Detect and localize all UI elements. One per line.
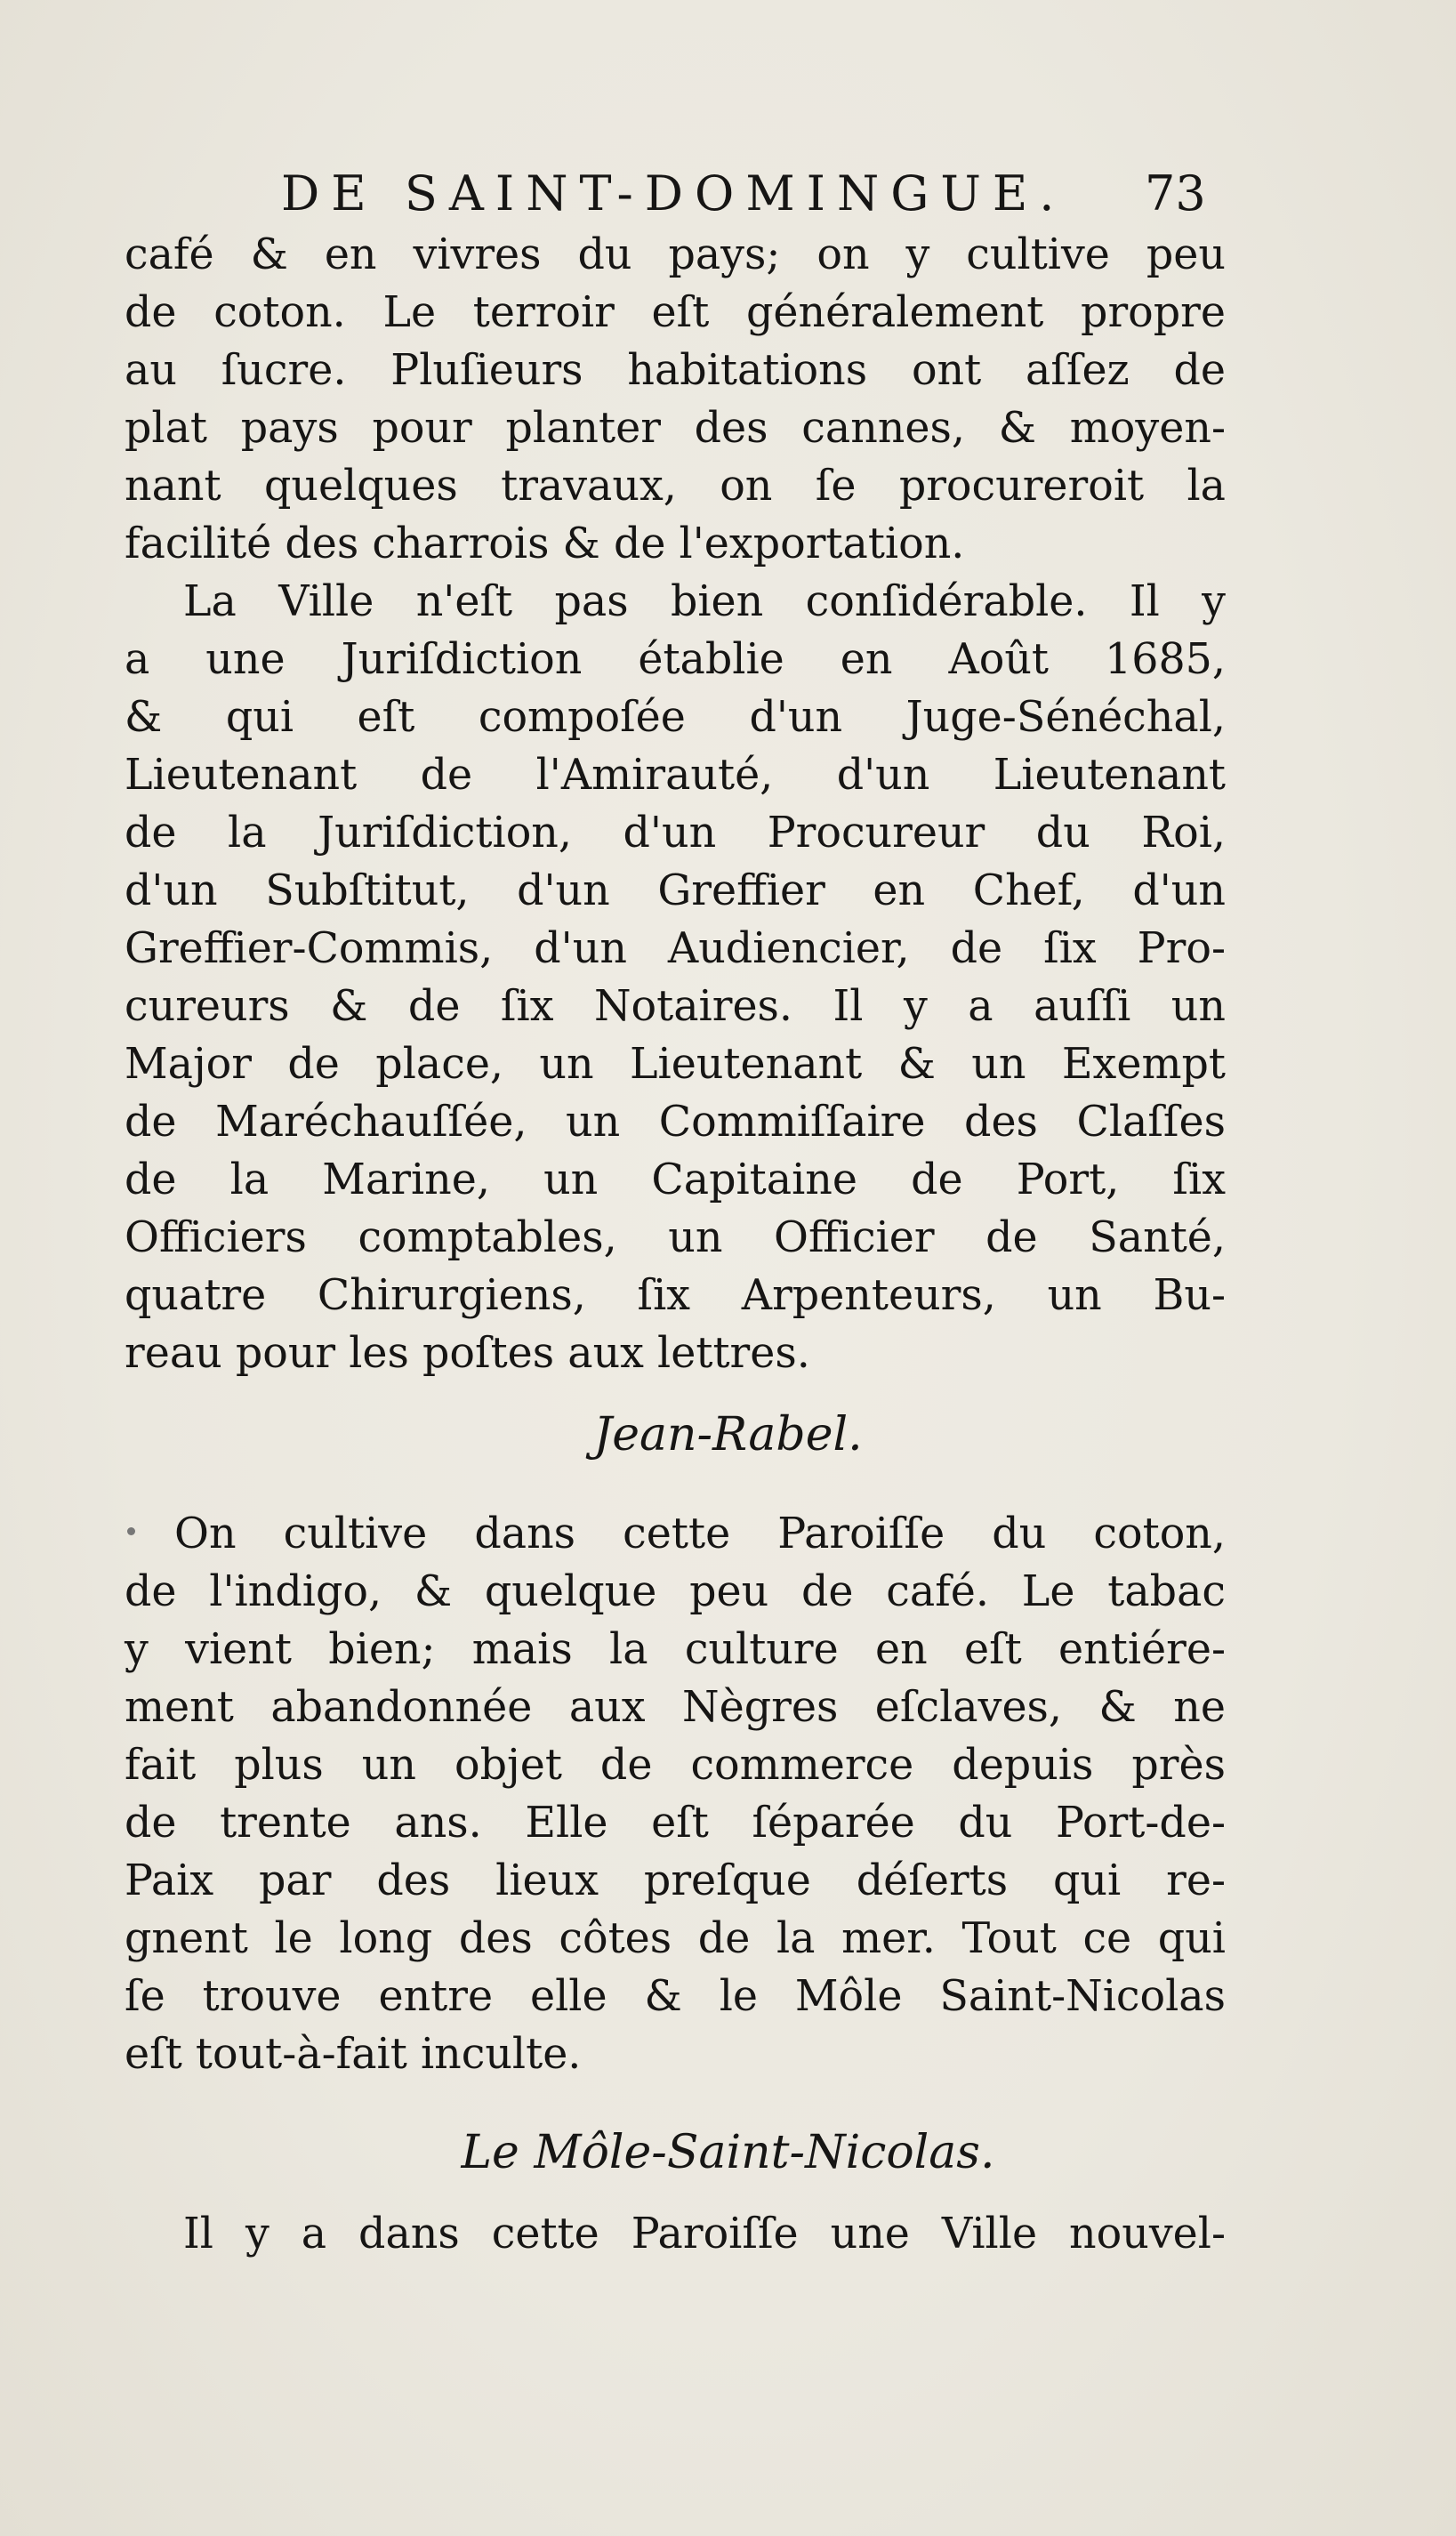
text-line: au ſucre. Pluſieurs habitations ont aſſez de (125, 346, 1226, 395)
text-line: café & en vivres du pays; on y cultive peu (125, 230, 1226, 279)
running-title: DE SAINT-DOMINGUE. (281, 165, 1066, 221)
text-line: Il y a dans cette Paroiſſe une Ville nouvel- (183, 2210, 1226, 2258)
text-line: de Maréchauſſée, un Commiſſaire des Claſſes (125, 1098, 1226, 1147)
text-line: Lieutenant de l'Amirauté, d'un Lieutenant (125, 751, 1226, 800)
text-line: eſt tout-à-fait inculte. (125, 2030, 582, 2079)
text-line: nant quelques travaux, on ſe procureroit la (125, 462, 1226, 511)
text-line: Greffier-Commis, d'un Audiencier, de ſix Pro- (125, 924, 1226, 973)
page-header (0, 165, 1456, 228)
text-line: La Ville n'eſt pas bien conſidérable. Il y (183, 577, 1226, 626)
text-line: ſe trouve entre elle & le Môle Saint-Nicolas (125, 1972, 1226, 2021)
text-line: On cultive dans cette Paroiſſe du coton, (174, 1510, 1226, 1558)
text-line: reau pour les poſtes aux lettres. (125, 1329, 810, 1378)
text-line: quatre Chirurgiens, ſix Arpenteurs, un Bu- (125, 1271, 1226, 1320)
text-line: ment abandonnée aux Nègres eſclaves, & ne (125, 1683, 1226, 1732)
page-number: 73 (1145, 165, 1206, 221)
section-heading: Le Môle-Saint-Nicolas. (461, 2126, 995, 2179)
text-line: facilité des charrois & de l'exportation. (125, 519, 965, 568)
text-line: de la Juriſdiction, d'un Procureur du Roi, (125, 809, 1226, 857)
text-line: y vient bien; mais la culture en eſt entiére- (125, 1625, 1226, 1674)
section-heading: Jean-Rabel. (593, 1408, 863, 1461)
text-line: Major de place, un Lieutenant & un Exempt (125, 1040, 1226, 1089)
text-line: gnent le long des côtes de la mer. Tout ce qui (125, 1914, 1226, 1963)
text-line: d'un Subſtitut, d'un Greffier en Chef, d'un (125, 866, 1226, 915)
text-line: Officiers comptables, un Officier de Santé, (125, 1213, 1226, 1262)
text-line: plat pays pour planter des cannes, & moyen- (125, 404, 1226, 453)
text-line: & qui eſt compoſée d'un Juge-Sénéchal, (125, 693, 1226, 742)
ink-speck (127, 1527, 135, 1535)
text-line: fait plus un objet de commerce depuis près (125, 1741, 1226, 1790)
text-line: cureurs & de ſix Notaires. Il y a auſſi un (125, 982, 1226, 1031)
text-line: Paix par des lieux preſque déſerts qui re- (125, 1856, 1226, 1905)
text-line: de coton. Le terroir eſt généralement propre (125, 288, 1226, 337)
text-line: de l'indigo, & quelque peu de café. Le tabac (125, 1567, 1226, 1616)
text-line: a une Juriſdiction établie en Août 1685, (125, 635, 1226, 684)
text-line: de la Marine, un Capitaine de Port, ſix (125, 1155, 1226, 1204)
text-line: de trente ans. Elle eſt ſéparée du Port-de- (125, 1799, 1226, 1848)
